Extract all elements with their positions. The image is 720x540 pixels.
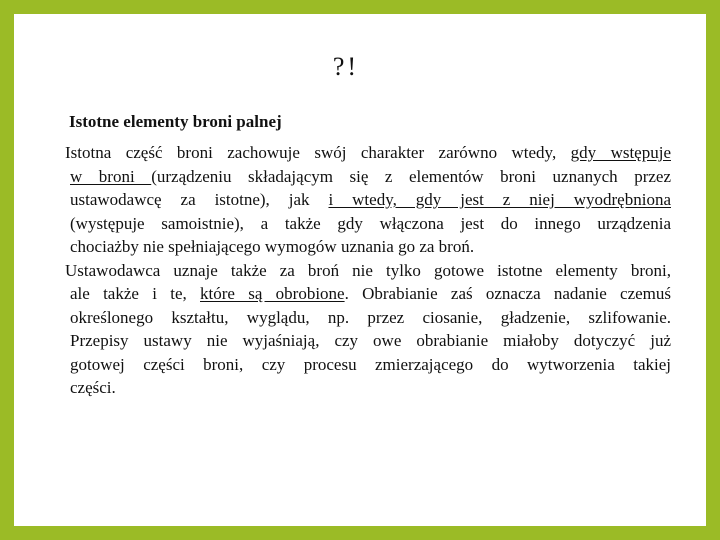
paragraph-2-line-5: gotowej części broni, czy procesu zmierzającego do wytworzenia takiej (70, 354, 671, 374)
paragraph-2-line-4: Przepisy ustawy nie wyjaśniają, czy owe obrabianie miałoby dotyczyć już (70, 331, 671, 350)
text-run: (urządzeniu składającym się z elementów broni uznanych przez (151, 166, 671, 186)
paragraph-2-line-3: określonego kształtu, wyglądu, np. przez ciosanie, gładzenie, szlifowanie. (70, 307, 671, 327)
paragraph-2-line-6: części. (70, 378, 116, 397)
slide-title: ?! (332, 52, 360, 81)
paragraph-1-line-1 (65, 141, 671, 165)
text-run: . Obrabianie zaś oznacza nadanie czemuś (344, 284, 671, 303)
paragraph-1-line-4: (występuje samoistnie), a także gdy włączona jest do innego urządzenia (70, 213, 671, 233)
paragraph-1-line-2 (70, 165, 671, 189)
underlined-text: w broni (70, 166, 152, 186)
text-run: ustawodawcę za istotne), jak (70, 190, 329, 209)
section-heading: Istotne elementy broni palnej (69, 112, 282, 131)
text-run: Istotna część broni zachowuje swój charakter zarówno wtedy, (65, 143, 571, 162)
paragraph-1-line-5: chociażby nie spełniającego wymogów uznania go za broń. (70, 237, 475, 256)
text-run: ale także i te, (70, 284, 201, 303)
underlined-text: i wtedy, gdy jest z niej wyodrębniona (328, 190, 671, 209)
underlined-text: gdy wstępuje (570, 143, 671, 162)
paragraph-2-line-1: Ustawodawca uznaje także za broń nie tylko gotowe istotne elementy broni, (65, 260, 671, 280)
paragraph-2 (65, 259, 671, 400)
underlined-text: które są obrobione (200, 284, 345, 303)
body-text (65, 141, 671, 400)
paragraph-1 (65, 141, 671, 259)
paragraph-1-line-3 (70, 188, 671, 212)
paragraph-2-line-2 (70, 282, 671, 306)
